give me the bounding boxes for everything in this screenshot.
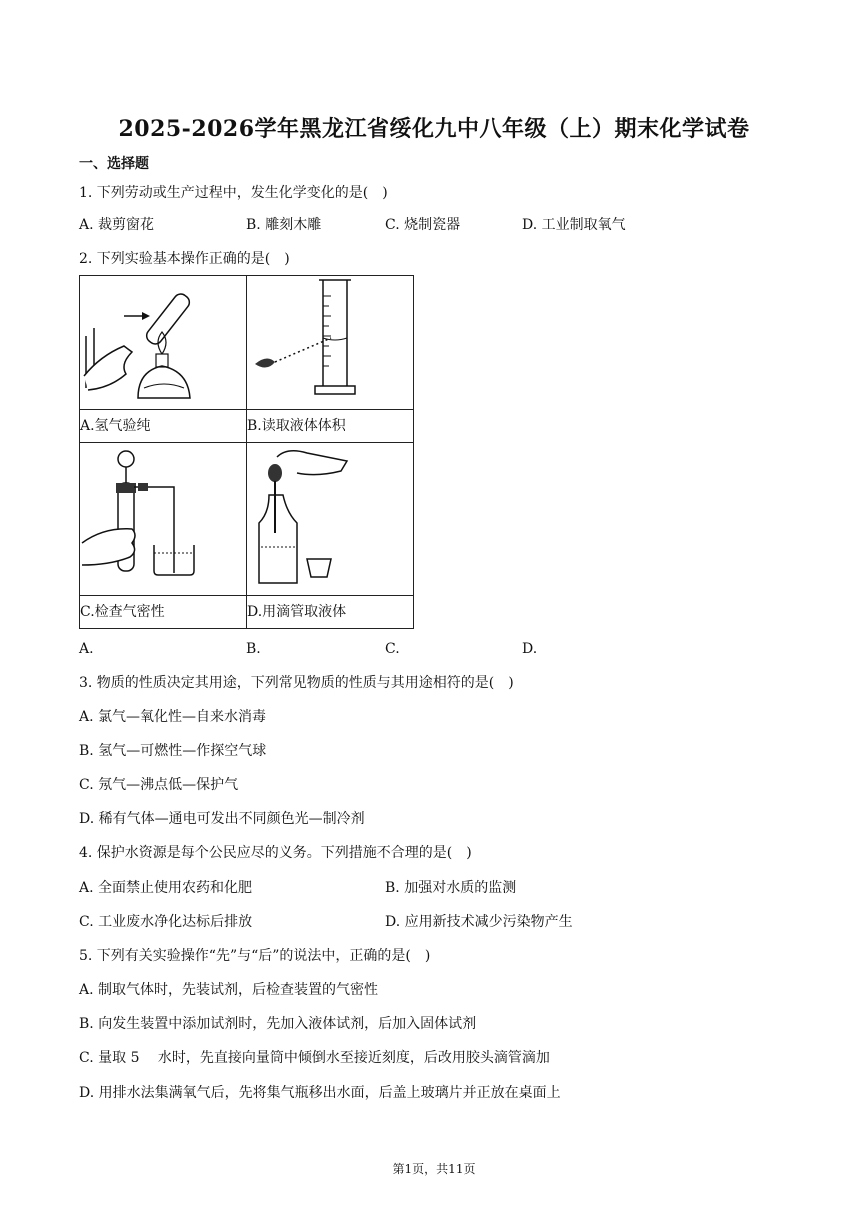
question-3-option-d: D. 稀有气体—通电可发出不同颜色光—制冷剂: [79, 811, 365, 827]
figure-dropper-liquid: [247, 443, 414, 596]
exam-title: 2025-2026学年黑龙江省绥化九中八年级（上）期末化学试卷: [118, 116, 750, 142]
question-4-option-c: C. 工业废水净化达标后排放: [79, 914, 253, 930]
dropper-illustration: [247, 443, 413, 595]
question-3-option-b: B. 氢气—可燃性—作探空气球: [79, 743, 267, 759]
question-1-option-d: D. 工业制取氧气: [522, 217, 626, 233]
question-2-option-d: D.: [522, 641, 538, 657]
question-3-option-a: A. 氯气—氧化性—自来水消毒: [79, 709, 267, 725]
question-4-option-b: B. 加强对水质的监测: [385, 880, 517, 896]
question-1-option-c: C. 烧制瓷器: [385, 217, 461, 233]
question-2-option-c: C.: [385, 641, 400, 657]
graduated-cylinder-illustration: [247, 276, 413, 409]
question-4-option-a: A. 全面禁止使用农药和化肥: [79, 880, 253, 896]
question-4-option-d: D. 应用新技术减少污染物产生: [385, 914, 573, 930]
question-3-option-c: C. 氖气—沸点低—保护气: [79, 777, 239, 793]
figure-airtightness-check: [80, 443, 247, 596]
question-1-stem: 1. 下列劳动或生产过程中，发生化学变化的是( ): [79, 185, 388, 201]
question-5-option-a: A. 制取气体时，先装试剂，后检查装置的气密性: [79, 982, 379, 998]
section-heading: 一、选择题: [79, 156, 149, 172]
question-2-stem: 2. 下列实验基本操作正确的是( ): [79, 251, 290, 267]
hydrogen-purity-illustration: [80, 276, 246, 409]
caption-a: A.氢气验纯: [80, 410, 247, 443]
question-5-option-d: D. 用排水法集满氧气后，先将集气瓶移出水面，后盖上玻璃片并正放在桌面上: [79, 1085, 561, 1101]
page-footer: 第1页，共11页: [392, 1162, 476, 1176]
question-3-stem: 3. 物质的性质决定其用途，下列常见物质的性质与其用途相符的是( ): [79, 675, 514, 691]
caption-d: D.用滴管取液体: [247, 596, 414, 629]
caption-b: B.读取液体体积: [247, 410, 414, 443]
question-5-option-b: B. 向发生装置中添加试剂时，先加入液体试剂，后加入固体试剂: [79, 1016, 477, 1032]
figure-hydrogen-purity-test: [80, 276, 247, 410]
question-2-option-a: A.: [79, 641, 94, 657]
caption-c: C.检查气密性: [80, 596, 247, 629]
question-5-stem: 5. 下列有关实验操作“先”与“后”的说法中，正确的是( ): [79, 948, 431, 964]
question-4-stem: 4. 保护水资源是每个公民应尽的义务。下列措施不合理的是( ): [79, 845, 472, 861]
question-1-option-b: B. 雕刻木雕: [246, 217, 322, 233]
question-1-option-a: A. 裁剪窗花: [79, 217, 155, 233]
question-2-figure-table: [79, 275, 414, 629]
question-5-option-c: C. 量取 5 水时，先直接向量筒中倾倒水至接近刻度，后改用胶头滴管滴加: [79, 1050, 550, 1066]
figure-read-liquid-volume: [247, 276, 414, 410]
airtightness-illustration: [80, 443, 246, 595]
question-2-option-b: B.: [246, 641, 261, 657]
